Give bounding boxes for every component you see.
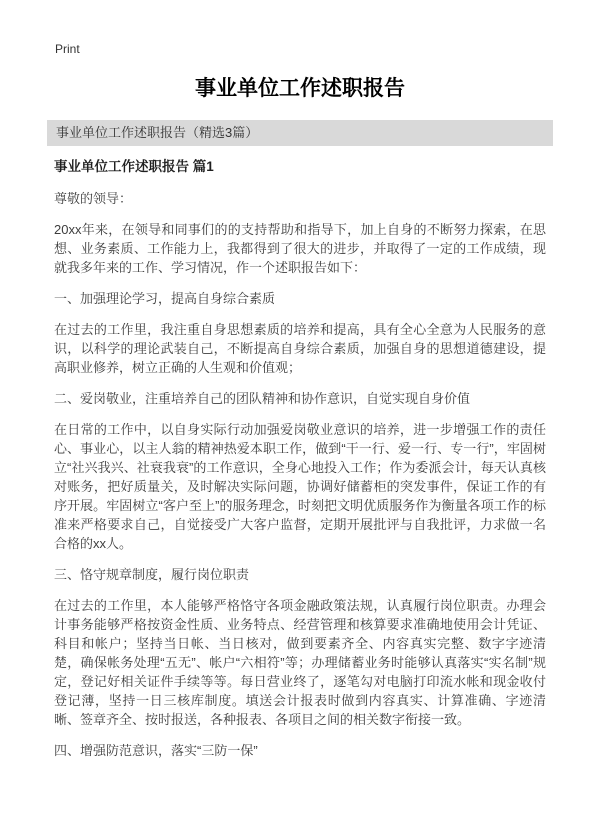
paragraph-heading-3: 三、恪守规章制度，履行岗位职责 <box>54 567 250 582</box>
paragraph-body-2: 在日常的工作中，以自身实际行动加强爱岗敬业意识的培养，进一步增强工作的责任心、事业心，以主人翁的精神热爱本职工作，做到“干一行、爱一行、专一行”，牢固树立“社兴我兴、社衰我衰”的工作意识，全身心地投入工作；作为委派会计，每天认真核对账务，把好质量关，及时解决实际问题，协调好储蓄柜的突发事件，保证工作的有序开展。牢固树立“客户至上”的服务理念，时刻把文明优质服务作为衡量各项工作的标准来严格要求自己，自觉接受广大客户监督，定期开展批评与自我批评，力求做一名合格的xx人。 <box>54 422 546 551</box>
paragraph-heading-1: 一、加强理论学习，提高自身综合素质 <box>54 291 276 306</box>
subtitle-bar <box>47 120 553 146</box>
print-button[interactable]: Print <box>55 42 80 56</box>
paragraph-heading-4: 四、增强防范意识，落实“三防一保” <box>54 743 258 758</box>
paragraph-body-1: 在过去的工作里，我注重自身思想素质的培养和提高，具有全心全意为人民服务的意识，以科学的理论武装自己，不断提高自身综合素质，加强自身的思想道德建设，提高职业修养，树立正确的人生观和价值观； <box>54 322 546 375</box>
paragraph-intro: 20xx年来，在领导和同事们的的支持帮助和指导下，加上自身的不断努力探索，在思想、业务素质、工作能力上，我都得到了很大的进步，并取得了一定的工作成绩，现就我多年来的工作、学习情况，作一个述职报告如下： <box>54 222 546 275</box>
page-title: 事业单位工作述职报告 <box>195 77 405 100</box>
paragraph-heading-2: 二、爱岗敬业，注重培养自己的团队精神和协作意识，自觉实现自身价值 <box>54 391 471 406</box>
section-heading: 事业单位工作述职报告 篇1 <box>54 159 214 174</box>
subtitle-text: 事业单位工作述职报告（精选3篇） <box>56 125 259 140</box>
paragraph-greeting: 尊敬的领导： <box>54 191 133 206</box>
paragraph-body-3: 在过去的工作里，本人能够严格恪守各项金融政策法规，认真履行岗位职责。办理会计事务能够严格按资金性质、业务特点、经营管理和核算要求准确地使用会计凭证、科目和帐户；坚持当日帐、当日核对，做到要素齐全、内容真实完整、数字字迹清楚，确保帐务处理“五无”、帐户“六相符”等；办理储蓄业务时能够认真落实“实名制”规定，登记好相关证件手续等等。每日营业终了，逐笔勾对电脑打印流水帐和现金收付登记薄，坚持一日三核库制度。填送会计报表时做到内容真实、计算准确、字迹清晰、签章齐全、按时报送，各种报表、各项目之间的相关数字衔接一致。 <box>54 598 546 727</box>
